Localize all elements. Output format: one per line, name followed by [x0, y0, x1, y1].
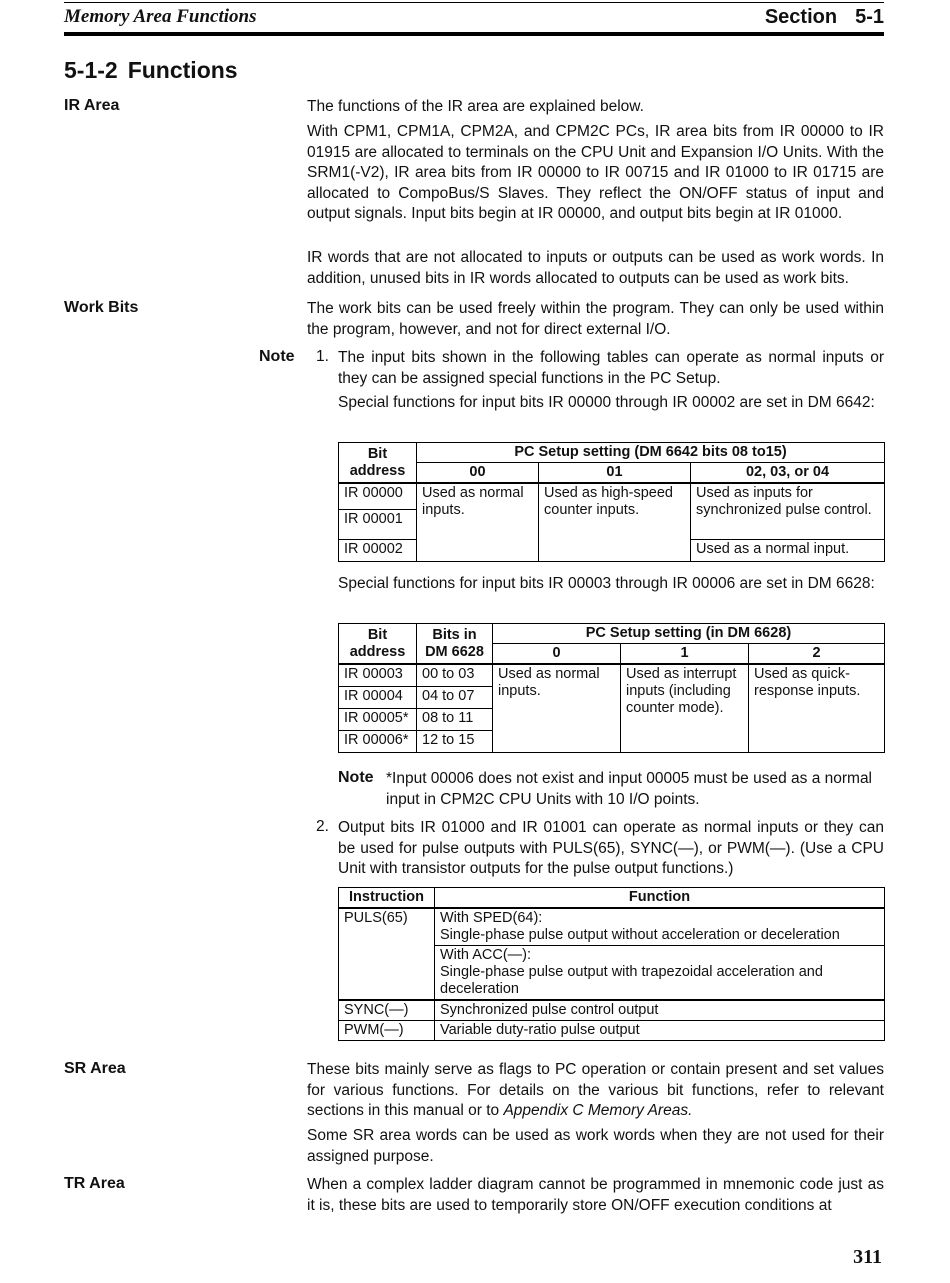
note-1-number: 1. — [316, 348, 329, 365]
th-pc-setup: PC Setup setting (DM 6642 bits 08 to15) — [417, 443, 885, 463]
dm6642-table — [338, 442, 885, 562]
header-chapter-title: Memory Area Functions — [64, 6, 257, 27]
cell-quick-response: Used as quick-response inputs. — [749, 664, 885, 752]
inner-note-label: Note — [338, 769, 374, 786]
sr-area-work-words: Some SR area words can be used as work words when they are not used for their assigned purpose. — [307, 1127, 884, 1165]
sr-area-appendix-ref: Appendix C Memory Areas. — [503, 1102, 693, 1119]
table-row-addr: IR 00001 — [339, 509, 417, 539]
header-rule-top — [64, 2, 884, 3]
cell-hs-counter: Used as high-speed counter inputs. — [539, 483, 691, 561]
ir-area-label: IR Area — [64, 97, 120, 114]
table-row-bits: 12 to 15 — [417, 730, 493, 752]
tr-area-label: TR Area — [64, 1175, 125, 1192]
th-0: 0 — [493, 644, 621, 665]
table-row-bits: 00 to 03 — [417, 664, 493, 686]
cell-puls-acc — [435, 946, 885, 1001]
cell-pwm-func: Variable duty-ratio pulse output — [435, 1021, 885, 1041]
cell-interrupt-inputs: Used as interrupt inputs (including counter mode). — [621, 664, 749, 752]
puls-acc-desc: Single-phase pulse output with trapezoidal acceleration and deceleration — [440, 964, 823, 997]
table-row-addr: IR 00002 — [339, 539, 417, 561]
puls-acc-title: With ACC(—): — [440, 947, 532, 963]
cell-pwm: PWM(—) — [339, 1021, 435, 1041]
sr-area-text-main: These bits mainly serve as flags to PC operation or contain present and set values for various functions. For details on the various bit functions, refer to relevant sections in this manual or to — [307, 1061, 884, 1119]
table-row-addr: IR 00005* — [339, 708, 417, 730]
table-row-addr: IR 00003 — [339, 664, 417, 686]
work-bits-label: Work Bits — [64, 299, 139, 316]
cell-normal-inputs: Used as normal inputs. — [493, 664, 621, 752]
table-row-addr: IR 00006* — [339, 730, 417, 752]
th-02: 02, 03, or 04 — [691, 463, 885, 484]
cell-sync: SYNC(—) — [339, 1000, 435, 1021]
note-1-sub2: Special functions for input bits IR 00003 through IR 00006 are set in DM 6628: — [338, 575, 875, 592]
cell-normal-input: Used as a normal input. — [691, 539, 885, 561]
th-2: 2 — [749, 644, 885, 665]
th-instruction: Instruction — [339, 888, 435, 909]
pulse-output-table — [338, 887, 885, 1041]
note-2-number: 2. — [316, 818, 329, 835]
header-rule — [64, 32, 884, 36]
sr-area-label: SR Area — [64, 1060, 126, 1077]
ir-area-work-words: IR words that are not allocated to inputs or outputs can be used as work words. In addition, unused bits in IR words allocated to outputs can be used as work bits. — [307, 249, 884, 287]
page-header — [64, 4, 884, 32]
cell-sync-pulse: Used as inputs for synchronized pulse control. — [691, 483, 885, 539]
section-title — [64, 57, 238, 84]
work-bits-text: The work bits can be used freely within the program. They can only be used within the program, however, and not for direct external I/O. — [307, 300, 884, 338]
cell-sync-func: Synchronized pulse control output — [435, 1000, 885, 1021]
section-heading: Functions — [127, 57, 238, 83]
note-1-text: The input bits shown in the following tables can operate as normal inputs or they can be assigned special functions in the PC Setup. — [338, 349, 884, 387]
cell-puls: PULS(65) — [339, 908, 435, 1000]
table-row-bits: 04 to 07 — [417, 686, 493, 708]
ir-area-allocation: With CPM1, CPM1A, CPM2A, and CPM2C PCs, IR area bits from IR 00000 to IR 01915 are allocated to terminals on the CPU Unit and Expansion I/O Units. With the SRM1(-V2), IR area bits from IR 00000 to IR 00715 and IR 01000 to IR 01715 are allocated to CompoBus/S Slaves. They reflect the ON/OFF status of input and output signals. Input bits begin at IR 00000, and output bits begin at IR 01000. — [307, 123, 884, 222]
th-01: 01 — [539, 463, 691, 484]
th-function: Function — [435, 888, 885, 909]
th-bits-in-dm: Bits in DM 6628 — [417, 624, 493, 665]
table-row-bits: 08 to 11 — [417, 708, 493, 730]
note-2-text: Output bits IR 01000 and IR 01001 can operate as normal inputs or they can be used for pulse outputs with PULS(65), SYNC(—), or PWM(—). (Use a CPU Unit with transistor outputs for the pulse output functions.) — [338, 819, 884, 877]
header-section-number: 5-1 — [855, 6, 884, 28]
puls-sped-desc: Single-phase pulse output without acceleration or deceleration — [440, 927, 840, 943]
tr-area-text: When a complex ladder diagram cannot be programmed in mnemonic code just as it is, these bits are used to temporarily store ON/OFF execution conditions at — [307, 1176, 884, 1214]
sr-area-text — [307, 1060, 884, 1122]
cell-puls-sped — [435, 908, 885, 946]
th-1: 1 — [621, 644, 749, 665]
page-number: 311 — [853, 1246, 882, 1268]
dm6628-table — [338, 623, 885, 753]
table-row-addr: IR 00004 — [339, 686, 417, 708]
section-number: 5-1-2 — [64, 57, 118, 83]
ir-area-intro: The functions of the IR area are explained below. — [307, 98, 644, 115]
th-00: 00 — [417, 463, 539, 484]
table-row-addr: IR 00000 — [339, 483, 417, 509]
puls-sped-title: With SPED(64): — [440, 910, 543, 926]
note-1-sub: Special functions for input bits IR 00000 through IR 00002 are set in DM 6642: — [338, 394, 875, 411]
header-section — [747, 6, 884, 29]
th-pc-setup: PC Setup setting (in DM 6628) — [493, 624, 885, 644]
note-label: Note — [259, 348, 295, 365]
th-bit-address: Bit address — [339, 443, 417, 484]
cell-normal-inputs: Used as normal inputs. — [417, 483, 539, 561]
header-section-label: Section — [764, 6, 838, 28]
inner-note-text: *Input 00006 does not exist and input 00005 must be used as a normal input in CPM2C CPU Units with 10 I/O points. — [386, 770, 873, 808]
th-bit-address: Bit address — [339, 624, 417, 665]
